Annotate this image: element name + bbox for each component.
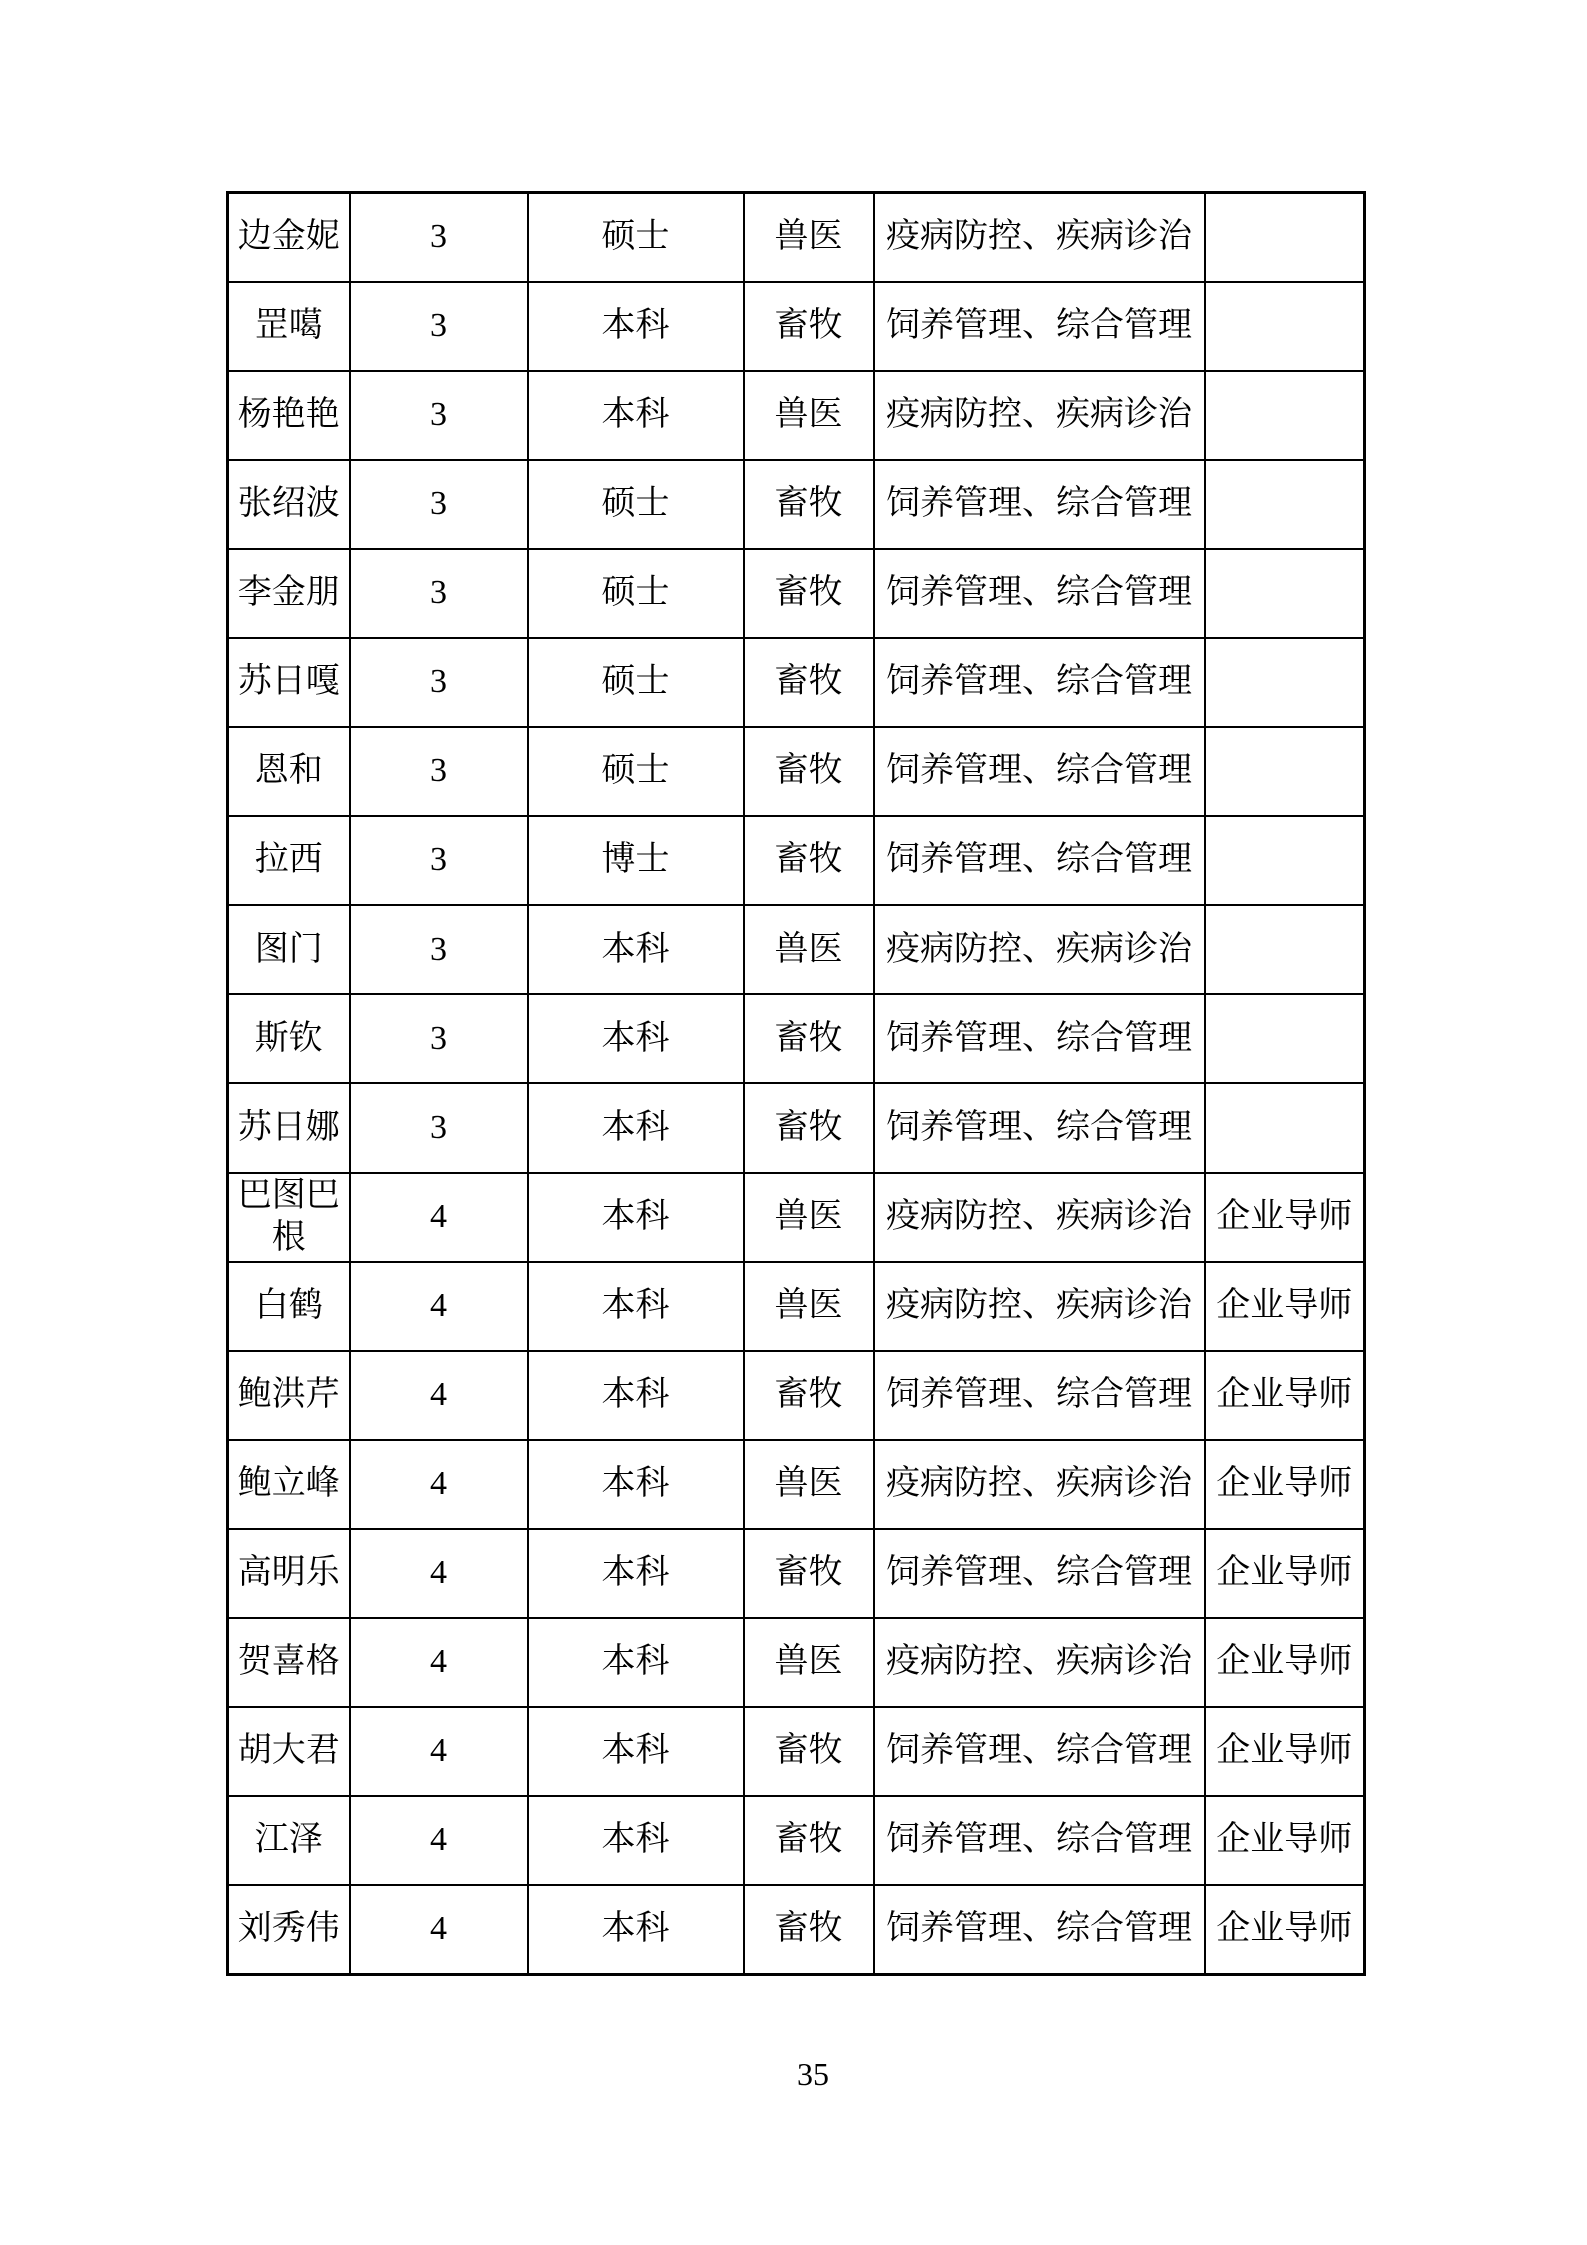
- cell-direction: 饲养管理、综合管理: [874, 1529, 1205, 1618]
- cell-major: 兽医: [744, 1440, 874, 1529]
- student-roster-table: [226, 191, 1366, 1976]
- cell-degree: 本科: [528, 1707, 744, 1796]
- table-row: [228, 1351, 1365, 1440]
- cell-name: 斯钦: [228, 994, 350, 1083]
- cell-direction: 疫病防控、疾病诊治: [874, 1440, 1205, 1529]
- cell-name: 刘秀伟: [228, 1885, 350, 1974]
- table-row: [228, 282, 1365, 371]
- cell-direction: 饲养管理、综合管理: [874, 282, 1205, 371]
- cell-degree: 本科: [528, 1618, 744, 1707]
- cell-name: 胡大君: [228, 1707, 350, 1796]
- cell-direction: 饲养管理、综合管理: [874, 994, 1205, 1083]
- cell-degree: 本科: [528, 1083, 744, 1172]
- cell-mentor: 企业导师: [1205, 1618, 1365, 1707]
- cell-mentor: [1205, 549, 1365, 638]
- cell-name: 巴图巴根: [228, 1173, 350, 1262]
- cell-degree: 本科: [528, 994, 744, 1083]
- cell-name: 鲍洪芹: [228, 1351, 350, 1440]
- table-row: [228, 994, 1365, 1083]
- cell-grade: 4: [350, 1885, 528, 1974]
- page-number: 35: [797, 2056, 829, 2092]
- cell-mentor: [1205, 905, 1365, 994]
- cell-name: 高明乐: [228, 1529, 350, 1618]
- cell-mentor: [1205, 727, 1365, 816]
- cell-major: 兽医: [744, 193, 874, 282]
- table-row: [228, 816, 1365, 905]
- cell-degree: 本科: [528, 282, 744, 371]
- cell-grade: 4: [350, 1796, 528, 1885]
- table-row: [228, 905, 1365, 994]
- cell-mentor: [1205, 994, 1365, 1083]
- cell-grade: 3: [350, 460, 528, 549]
- table-row: [228, 727, 1365, 816]
- cell-major: 畜牧: [744, 460, 874, 549]
- cell-direction: 饲养管理、综合管理: [874, 1083, 1205, 1172]
- cell-name: 恩和: [228, 727, 350, 816]
- cell-grade: 3: [350, 816, 528, 905]
- table-row: [228, 193, 1365, 282]
- table-row: [228, 1796, 1365, 1885]
- table-row: [228, 1618, 1365, 1707]
- cell-name: 李金朋: [228, 549, 350, 638]
- table-row: [228, 549, 1365, 638]
- cell-mentor: 企业导师: [1205, 1440, 1365, 1529]
- cell-major: 畜牧: [744, 1351, 874, 1440]
- cell-major: 兽医: [744, 1618, 874, 1707]
- cell-name: 张绍波: [228, 460, 350, 549]
- cell-direction: 饲养管理、综合管理: [874, 816, 1205, 905]
- cell-name: 边金妮: [228, 193, 350, 282]
- table-row: [228, 1885, 1365, 1974]
- cell-degree: 博士: [528, 816, 744, 905]
- cell-mentor: 企业导师: [1205, 1262, 1365, 1351]
- cell-grade: 3: [350, 994, 528, 1083]
- table-row: [228, 1529, 1365, 1618]
- cell-direction: 饲养管理、综合管理: [874, 460, 1205, 549]
- cell-major: 畜牧: [744, 816, 874, 905]
- cell-grade: 4: [350, 1173, 528, 1262]
- cell-grade: 4: [350, 1618, 528, 1707]
- cell-grade: 3: [350, 282, 528, 371]
- cell-major: 兽医: [744, 1173, 874, 1262]
- cell-degree: 本科: [528, 1262, 744, 1351]
- cell-mentor: 企业导师: [1205, 1529, 1365, 1618]
- table-row: [228, 638, 1365, 727]
- cell-direction: 饲养管理、综合管理: [874, 638, 1205, 727]
- cell-major: 畜牧: [744, 994, 874, 1083]
- cell-degree: 本科: [528, 1173, 744, 1262]
- table-row: [228, 1440, 1365, 1529]
- cell-direction: 饲养管理、综合管理: [874, 727, 1205, 816]
- cell-degree: 本科: [528, 1351, 744, 1440]
- cell-grade: 3: [350, 905, 528, 994]
- roster-table-body: [228, 193, 1365, 1975]
- cell-degree: 本科: [528, 1796, 744, 1885]
- cell-degree: 硕士: [528, 193, 744, 282]
- cell-grade: 4: [350, 1351, 528, 1440]
- cell-name: 江泽: [228, 1796, 350, 1885]
- cell-direction: 疫病防控、疾病诊治: [874, 905, 1205, 994]
- cell-mentor: 企业导师: [1205, 1796, 1365, 1885]
- cell-direction: 疫病防控、疾病诊治: [874, 1618, 1205, 1707]
- cell-direction: 饲养管理、综合管理: [874, 1796, 1205, 1885]
- table-row: [228, 460, 1365, 549]
- cell-grade: 3: [350, 727, 528, 816]
- cell-mentor: [1205, 371, 1365, 460]
- cell-mentor: [1205, 460, 1365, 549]
- cell-degree: 硕士: [528, 727, 744, 816]
- cell-mentor: 企业导师: [1205, 1351, 1365, 1440]
- cell-direction: 饲养管理、综合管理: [874, 1351, 1205, 1440]
- cell-name: 罡噶: [228, 282, 350, 371]
- cell-major: 畜牧: [744, 1707, 874, 1796]
- cell-grade: 3: [350, 638, 528, 727]
- table-row: [228, 1262, 1365, 1351]
- cell-grade: 4: [350, 1529, 528, 1618]
- cell-major: 畜牧: [744, 1529, 874, 1618]
- cell-major: 兽医: [744, 905, 874, 994]
- cell-major: 畜牧: [744, 1796, 874, 1885]
- cell-major: 畜牧: [744, 1083, 874, 1172]
- cell-degree: 硕士: [528, 549, 744, 638]
- cell-grade: 4: [350, 1707, 528, 1796]
- table-row: [228, 371, 1365, 460]
- cell-major: 畜牧: [744, 1885, 874, 1974]
- cell-grade: 4: [350, 1262, 528, 1351]
- cell-degree: 本科: [528, 1529, 744, 1618]
- cell-mentor: [1205, 193, 1365, 282]
- cell-mentor: 企业导师: [1205, 1707, 1365, 1796]
- cell-major: 畜牧: [744, 282, 874, 371]
- cell-degree: 本科: [528, 1440, 744, 1529]
- cell-mentor: [1205, 1083, 1365, 1172]
- cell-mentor: [1205, 282, 1365, 371]
- cell-direction: 疫病防控、疾病诊治: [874, 1262, 1205, 1351]
- cell-name: 白鹤: [228, 1262, 350, 1351]
- cell-degree: 本科: [528, 371, 744, 460]
- cell-grade: 3: [350, 371, 528, 460]
- cell-grade: 3: [350, 193, 528, 282]
- cell-mentor: 企业导师: [1205, 1173, 1365, 1262]
- cell-mentor: 企业导师: [1205, 1885, 1365, 1974]
- cell-direction: 疫病防控、疾病诊治: [874, 371, 1205, 460]
- cell-mentor: [1205, 816, 1365, 905]
- cell-degree: 硕士: [528, 638, 744, 727]
- cell-major: 畜牧: [744, 727, 874, 816]
- table-row: [228, 1083, 1365, 1172]
- cell-grade: 3: [350, 1083, 528, 1172]
- cell-name: 苏日娜: [228, 1083, 350, 1172]
- cell-name: 杨艳艳: [228, 371, 350, 460]
- cell-major: 兽医: [744, 1262, 874, 1351]
- cell-name: 贺喜格: [228, 1618, 350, 1707]
- cell-direction: 饲养管理、综合管理: [874, 1885, 1205, 1974]
- cell-direction: 饲养管理、综合管理: [874, 1707, 1205, 1796]
- cell-degree: 本科: [528, 905, 744, 994]
- cell-name: 鲍立峰: [228, 1440, 350, 1529]
- cell-name: 苏日嘎: [228, 638, 350, 727]
- cell-grade: 4: [350, 1440, 528, 1529]
- cell-degree: 硕士: [528, 460, 744, 549]
- cell-mentor: [1205, 638, 1365, 727]
- cell-major: 畜牧: [744, 549, 874, 638]
- cell-direction: 疫病防控、疾病诊治: [874, 1173, 1205, 1262]
- cell-major: 兽医: [744, 371, 874, 460]
- cell-name: 拉西: [228, 816, 350, 905]
- cell-direction: 疫病防控、疾病诊治: [874, 193, 1205, 282]
- cell-grade: 3: [350, 549, 528, 638]
- table-row: [228, 1707, 1365, 1796]
- cell-major: 畜牧: [744, 638, 874, 727]
- cell-direction: 饲养管理、综合管理: [874, 549, 1205, 638]
- cell-degree: 本科: [528, 1885, 744, 1974]
- table-row: [228, 1173, 1365, 1262]
- cell-name: 图门: [228, 905, 350, 994]
